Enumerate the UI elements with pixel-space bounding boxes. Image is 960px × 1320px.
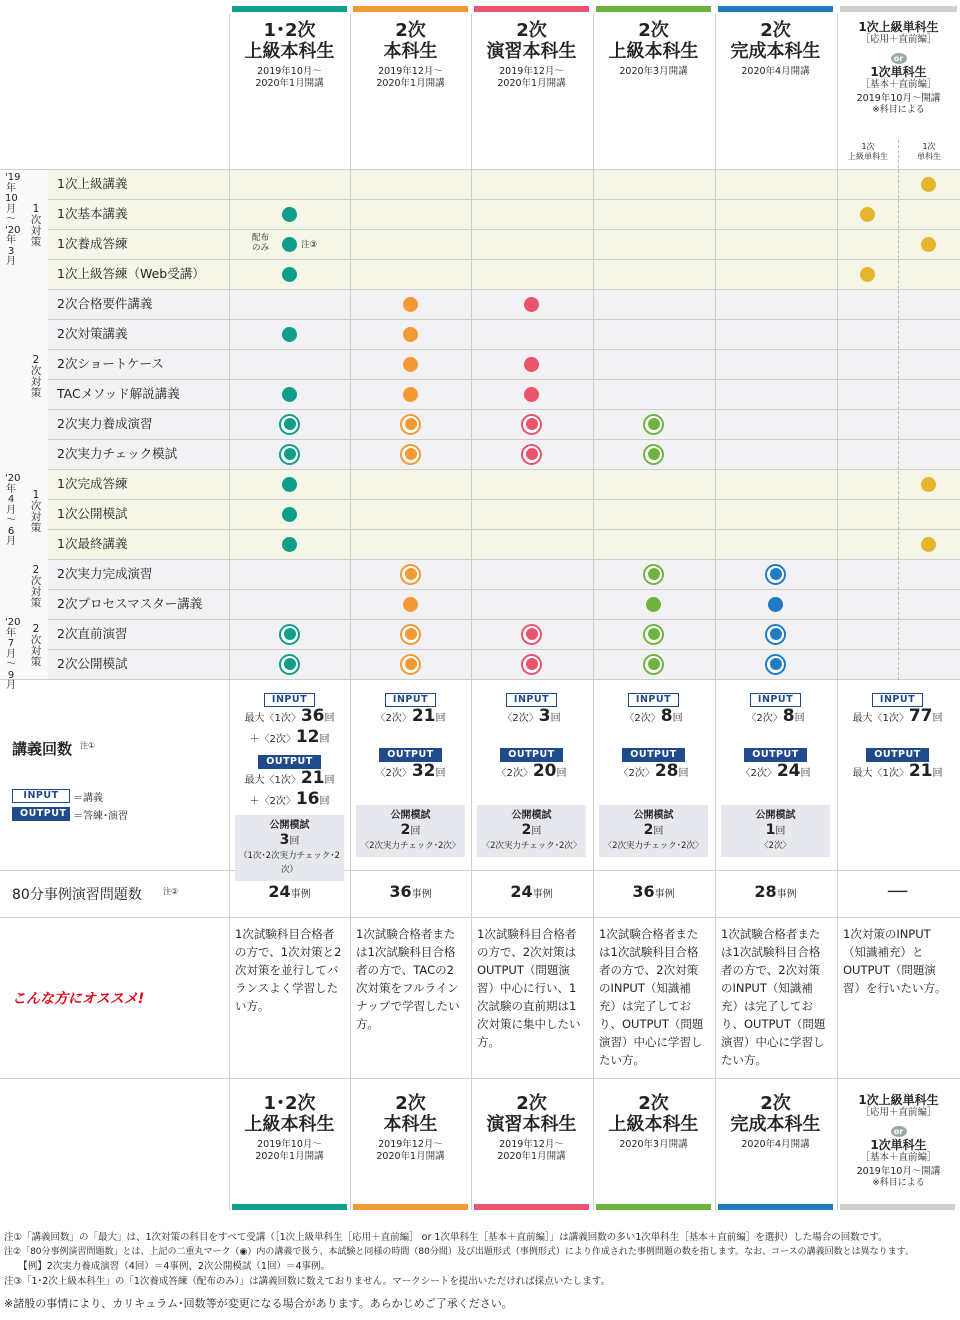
input-count: 最大〈1次〉77回 [852, 706, 943, 726]
circle-mark-icon [524, 357, 539, 372]
course-title: 上級本科生 [244, 41, 335, 62]
subcolumn-label: 1次 単科生 [917, 142, 941, 161]
column-divider [837, 14, 838, 1210]
row-background [48, 529, 960, 559]
circle-mark-icon [282, 237, 297, 252]
lecture-row-label: 2次対策講義 [57, 326, 128, 341]
bottom-column-header [353, 1085, 468, 1163]
case-count-cell: 36事例 [389, 882, 432, 901]
double-circle-mark-icon [400, 444, 421, 465]
mock-exam-label: 公開模試 [269, 820, 310, 831]
row-divider [48, 499, 960, 500]
double-circle-mark-icon [521, 414, 542, 435]
course-title: 1次上級単科生 [858, 20, 939, 34]
output-count: 〈2次〉32回 [375, 761, 446, 781]
double-circle-mark-icon [400, 564, 421, 585]
lecture-row-label: 2次公開模試 [57, 656, 128, 671]
mock-exam-label: 公開模試 [390, 810, 431, 821]
column-color-bar [353, 1204, 468, 1210]
top-column-header [353, 6, 468, 90]
divider [0, 917, 960, 918]
course-title: 2次 [638, 1093, 669, 1114]
double-circle-mark-icon [521, 654, 542, 675]
row-divider [48, 409, 960, 410]
mock-exam-label: 公開模試 [755, 810, 796, 821]
double-circle-mark-icon [279, 414, 300, 435]
recommend-text: 1次試験合格者または1次試験科目合格者の方で、2次対策のINPUT（知識補充）は完了しており、OUTPUT（問題演習）中心に学習したい方。 [721, 927, 826, 1067]
row-background [48, 289, 960, 319]
course-title: 2次 [516, 1093, 547, 1114]
row-divider [48, 559, 960, 560]
double-circle-mark-icon [765, 624, 786, 645]
course-title: 本科生 [383, 1114, 438, 1135]
divider [0, 870, 960, 871]
mock-exam-detail: 〈2次実力チェック･2次〉 [481, 841, 582, 851]
input-count: 〈2次〉3回 [502, 706, 561, 726]
mock-exam-count: 2回 [400, 822, 421, 838]
mock-exam-count: 2回 [643, 822, 664, 838]
row-divider [48, 319, 960, 320]
column-color-bar [718, 6, 833, 12]
course-title: 1次単科生 [870, 65, 927, 79]
disclaimer: ※諸般の事情により、カリキュラム･回数等が変更になる場合があります。あらかじめご了承ください。 [4, 1297, 513, 1310]
recommend-text: 1次試験合格者または1次試験科目合格者の方で、2次対策のINPUT（知識補充）は完了しており、OUTPUT（問題演習）中心に学習したい方。 [599, 927, 704, 1067]
output-badge: OUTPUT [622, 748, 684, 762]
footnote: 【例】2次実力養成演習（4回）＝4事例、2次公開模試（1回）＝4事例。 [4, 1261, 331, 1272]
row-background [48, 409, 960, 439]
row-background [48, 619, 960, 649]
mock-exam-label: 公開模試 [633, 810, 674, 821]
mock-exam-count: 3回 [279, 832, 300, 848]
circle-mark-icon [860, 207, 875, 222]
mock-exam-detail: 〈2次実力チェック･2次〉 [603, 841, 704, 851]
circle-mark-icon [282, 327, 297, 342]
mock-exam-count: 1回 [765, 822, 786, 838]
or-badge: or [891, 53, 907, 64]
column-color-bar [596, 1204, 711, 1210]
divider [0, 679, 960, 680]
course-title: 1･2次 [263, 20, 316, 41]
row-divider [48, 349, 960, 350]
mock-exam-label: 公開模試 [511, 810, 552, 821]
exam-stage-label: 2 次 対 策 [30, 564, 42, 609]
input-badge: INPUT [506, 693, 557, 707]
row-divider [48, 649, 960, 650]
start-date: 2020年1月開講 [376, 1151, 445, 1162]
course-title: 2次 [760, 20, 791, 41]
column-color-bar [474, 1204, 589, 1210]
input-count: 〈2次〉8回 [624, 706, 683, 726]
column-color-bar [596, 6, 711, 12]
mock-exam-box [477, 805, 586, 857]
double-circle-mark-icon [400, 654, 421, 675]
row-background [48, 349, 960, 379]
course-title: 完成本科生 [730, 41, 821, 62]
output-count: 〈2次〉28回 [618, 761, 689, 781]
start-date: 2019年10月～ [257, 1139, 322, 1150]
row-background [48, 469, 960, 499]
input-badge: INPUT [750, 693, 801, 707]
case-count-cell: 28事例 [754, 882, 797, 901]
lecture-row-label: 2次合格要件講義 [57, 296, 153, 311]
subject-note: ※科目による [872, 105, 925, 115]
double-circle-mark-icon [643, 654, 664, 675]
row-divider [48, 229, 960, 230]
circle-mark-icon [282, 507, 297, 522]
output-badge: OUTPUT [866, 748, 928, 762]
start-date: 2019年10月～開講 [856, 1166, 941, 1177]
circle-mark-icon [403, 597, 418, 612]
period-label: '19 年 10 月 ～ '20 年 3 月 [5, 172, 21, 267]
circle-mark-icon [524, 297, 539, 312]
mock-exam-detail: （1次･2次実力チェック･2次） [239, 851, 340, 875]
lecture-row-label: 1次最終講義 [57, 536, 128, 551]
course-title: 2次 [638, 20, 669, 41]
footnote: 注①「講義回数」の「最大」は、1次対策の科目をすべて受講（［1次上級単科生［応用＋直前編］ or 1次単科生［基本＋直前編］」は講義回数の多い1次単科生［基本＋直前編］を選択）した場合の回数です。 [4, 1232, 888, 1243]
column-color-bar [232, 6, 347, 12]
output-badge: OUTPUT [379, 748, 441, 762]
circle-mark-icon [403, 357, 418, 372]
double-circle-mark-icon [279, 624, 300, 645]
lecture-row-label: 2次実力養成演習 [57, 416, 153, 431]
output-count: 〈2次〉20回 [496, 761, 567, 781]
mock-exam-detail: 〈2次実力チェック･2次〉 [360, 841, 461, 851]
lecture-count-cell [229, 687, 350, 881]
exam-stage-label: 1 次 対 策 [30, 489, 42, 534]
top-column-header [718, 6, 833, 78]
double-circle-mark-icon [643, 444, 664, 465]
row-background [48, 229, 960, 259]
footnote-marker: 注① [80, 741, 96, 750]
row-divider [48, 379, 960, 380]
footnote: 注②「80分事例演習問題数」とは、上記の二重丸マーク（◉）内の講義で扱う、本試験と同様の時間（80分間）及び出題形式（事例形式）により作成された事例問題の数を指します。なお、コースの講義回数とは異なります。 [4, 1246, 914, 1257]
output-count: 最大〈1次〉21回 [244, 768, 335, 788]
course-title: 演習本科生 [486, 41, 577, 62]
start-date: 2019年12月～ [499, 66, 564, 77]
legend-output-desc: ＝答練･演習 [73, 811, 128, 822]
legend-input-badge: INPUT [12, 789, 70, 803]
lecture-count-cell [593, 687, 714, 857]
footnote: 注③「1･2次上級本科生」の「1次養成答練（配布のみ）」は講義回数に数えておりません。マークシートを提出いただければ採点いたします。 [4, 1275, 610, 1287]
start-date: 2020年1月開講 [255, 1151, 324, 1162]
column-color-bar [232, 1204, 347, 1210]
mock-exam-box [356, 805, 465, 857]
or-badge: or [891, 1126, 907, 1137]
input-count: 〈2次〉21回 [375, 706, 446, 726]
row-divider [48, 469, 960, 470]
row-background [48, 559, 960, 589]
row-background [48, 439, 960, 469]
output-badge: OUTPUT [744, 748, 806, 762]
lecture-row-label: 1次完成答練 [57, 476, 128, 491]
output-count: 〈2次〉24回 [740, 761, 811, 781]
footnote-marker: 注② [163, 887, 179, 896]
circle-mark-icon [403, 387, 418, 402]
start-date: 2020年3月開講 [619, 66, 688, 77]
double-circle-mark-icon [643, 564, 664, 585]
double-circle-mark-icon [521, 444, 542, 465]
circle-mark-icon [921, 477, 936, 492]
top-column-header [474, 6, 589, 90]
exam-stage-label: 2 次 対 策 [30, 623, 42, 668]
circle-mark-icon [860, 267, 875, 282]
course-title: 完成本科生 [730, 1114, 821, 1135]
lecture-count-cell [837, 687, 958, 783]
column-color-bar [474, 6, 589, 12]
subject-note: ※科目による [872, 1178, 925, 1188]
distribution-only-label: 配布 のみ [252, 233, 270, 253]
top-column-header [232, 6, 347, 90]
course-title: 上級本科生 [244, 1114, 335, 1135]
column-color-bar [840, 1204, 955, 1210]
circle-mark-icon [921, 537, 936, 552]
circle-mark-icon [524, 387, 539, 402]
circle-mark-icon [646, 597, 661, 612]
lecture-count-title: 講義回数 [12, 740, 73, 758]
recommend-text: 1次試験科目合格者の方で、1次対策と2次対策を並行してバランスよく学習したい方。 [235, 927, 342, 1013]
course-title: 上級本科生 [608, 1114, 699, 1135]
subcolumn-divider [898, 140, 899, 680]
case-count-cell: ── [887, 882, 908, 901]
lecture-count-cell [715, 687, 836, 857]
circle-mark-icon [282, 477, 297, 492]
circle-mark-icon [403, 327, 418, 342]
course-title: 上級本科生 [608, 41, 699, 62]
lecture-row-label: 1次養成答練 [57, 236, 128, 251]
lecture-row-label: 1次公開模試 [57, 506, 128, 521]
case-count-cell: 36事例 [632, 882, 675, 901]
start-date: 2019年10月～開講 [856, 93, 941, 104]
input-badge: INPUT [628, 693, 679, 707]
recommend-title: こんな方にオススメ! [12, 991, 145, 1007]
bottom-column-header [474, 1085, 589, 1163]
lecture-row-label: 1次上級講義 [57, 176, 128, 191]
output-count: ＋〈2次〉16回 [249, 789, 330, 809]
lecture-count-cell [471, 687, 592, 857]
double-circle-mark-icon [765, 654, 786, 675]
input-count: 〈2次〉8回 [746, 706, 805, 726]
row-background [48, 649, 960, 679]
divider [0, 1078, 960, 1079]
row-background [48, 379, 960, 409]
row-divider [48, 619, 960, 620]
start-date: 2019年12月～ [378, 1139, 443, 1150]
column-color-bar [840, 6, 957, 12]
bottom-column-header [718, 1085, 833, 1151]
recommend-text: 1次試験科目合格者の方で、2次対策はOUTPUT（問題演習）中心に行い、1次試験の直前期は1次対策に集中したい方。 [477, 927, 581, 1049]
start-date: 2020年3月開講 [619, 1139, 688, 1150]
input-count: 最大〈1次〉36回 [244, 706, 335, 726]
row-background [48, 499, 960, 529]
legend-input-desc: ＝講義 [73, 793, 103, 804]
lecture-row-label: 2次直前演習 [57, 626, 128, 641]
double-circle-mark-icon [643, 414, 664, 435]
double-circle-mark-icon [279, 654, 300, 675]
circle-mark-icon [768, 597, 783, 612]
row-divider [48, 529, 960, 530]
lecture-row-label: 2次プロセスマスター講義 [57, 596, 203, 611]
output-count: 最大〈1次〉21回 [852, 761, 943, 781]
start-date: 2020年1月開講 [497, 1151, 566, 1162]
divider [0, 169, 960, 170]
course-title: 1次上級単科生 [858, 1093, 939, 1107]
start-date: 2019年12月～ [499, 1139, 564, 1150]
top-column-header [596, 6, 711, 78]
lecture-row-label: TACメソッド解説講義 [57, 386, 180, 401]
circle-mark-icon [921, 177, 936, 192]
lecture-row-label: 2次実力完成演習 [57, 566, 153, 581]
lecture-row-label: 2次実力チェック模試 [57, 446, 178, 461]
circle-mark-icon [282, 387, 297, 402]
column-divider [229, 14, 230, 1210]
input-badge: INPUT [872, 693, 923, 707]
circle-mark-icon [282, 207, 297, 222]
row-divider [48, 199, 960, 200]
mock-exam-box [599, 805, 708, 857]
circle-mark-icon [282, 537, 297, 552]
course-title: 1･2次 [263, 1093, 316, 1114]
row-background [48, 319, 960, 349]
output-badge: OUTPUT [258, 755, 320, 769]
course-title: 2次 [395, 20, 426, 41]
column-color-bar [718, 1204, 833, 1210]
circle-mark-icon [403, 297, 418, 312]
start-date: 2020年1月開講 [255, 78, 324, 89]
double-circle-mark-icon [279, 444, 300, 465]
footnote-marker: 注③ [301, 240, 318, 250]
course-title: 演習本科生 [486, 1114, 577, 1135]
mock-exam-detail: 〈2次〉 [760, 841, 791, 851]
double-circle-mark-icon [765, 564, 786, 585]
lecture-row-label: 2次ショートケース [57, 356, 164, 371]
course-edition: ［応用＋直前編］ [860, 34, 937, 45]
exam-stage-label: 1 次 対 策 [30, 203, 42, 248]
course-title: 2次 [516, 20, 547, 41]
double-circle-mark-icon [521, 624, 542, 645]
double-circle-mark-icon [400, 414, 421, 435]
case-count-title: 80分事例演習問題数 [12, 887, 142, 903]
course-title: 2次 [395, 1093, 426, 1114]
start-date: 2020年1月開講 [376, 78, 445, 89]
period-label: '20 年 4 月 ～ 6 月 [5, 473, 21, 547]
input-badge: INPUT [264, 693, 315, 707]
exam-stage-label: 2 次 対 策 [30, 354, 42, 399]
course-title: 本科生 [383, 41, 438, 62]
row-background [48, 199, 960, 229]
recommend-text: 1次対策のINPUT（知識補充）とOUTPUT（問題演習）を行いたい方。 [843, 927, 947, 995]
circle-mark-icon [282, 267, 297, 282]
mock-exam-box [721, 805, 830, 857]
mock-exam-count: 2回 [521, 822, 542, 838]
start-date: 2020年4月開講 [741, 1139, 810, 1150]
bottom-column-header [840, 1085, 957, 1189]
row-background [48, 169, 960, 199]
top-column-header [840, 6, 957, 116]
subcolumn-label: 1次 上級単科生 [848, 142, 888, 161]
lecture-count-cell [350, 687, 471, 857]
circle-mark-icon [921, 237, 936, 252]
lecture-row-label: 1次基本講義 [57, 206, 128, 221]
recommend-text: 1次試験合格者または1次試験科目合格者の方で、TACの2次対策をフルラインナップで学習したい方。 [356, 927, 460, 1031]
start-date: 2020年1月開講 [497, 78, 566, 89]
bottom-column-header [596, 1085, 711, 1151]
course-title: 1次単科生 [870, 1138, 927, 1152]
period-label: '20 年 7 月 ～ 9 月 [5, 617, 21, 691]
mock-exam-box [235, 815, 344, 881]
column-color-bar [353, 6, 468, 12]
case-count-cell: 24事例 [510, 882, 553, 901]
bottom-column-header [232, 1085, 347, 1163]
output-badge: OUTPUT [500, 748, 562, 762]
lecture-row-label: 1次上級答練（Web受講） [57, 266, 205, 281]
case-count-cell: 24事例 [268, 882, 311, 901]
input-count: ＋〈2次〉12回 [249, 727, 330, 747]
start-date: 2020年4月開講 [741, 66, 810, 77]
start-date: 2019年10月～ [257, 66, 322, 77]
course-edition: ［基本＋直前編］ [860, 79, 937, 90]
row-divider [48, 289, 960, 290]
input-badge: INPUT [385, 693, 436, 707]
course-edition: ［基本＋直前編］ [860, 1152, 937, 1163]
row-divider [48, 439, 960, 440]
double-circle-mark-icon [400, 624, 421, 645]
double-circle-mark-icon [643, 624, 664, 645]
legend-output-badge: OUTPUT [12, 807, 70, 821]
course-edition: ［応用＋直前編］ [860, 1107, 937, 1118]
start-date: 2019年12月～ [378, 66, 443, 77]
course-title: 2次 [760, 1093, 791, 1114]
